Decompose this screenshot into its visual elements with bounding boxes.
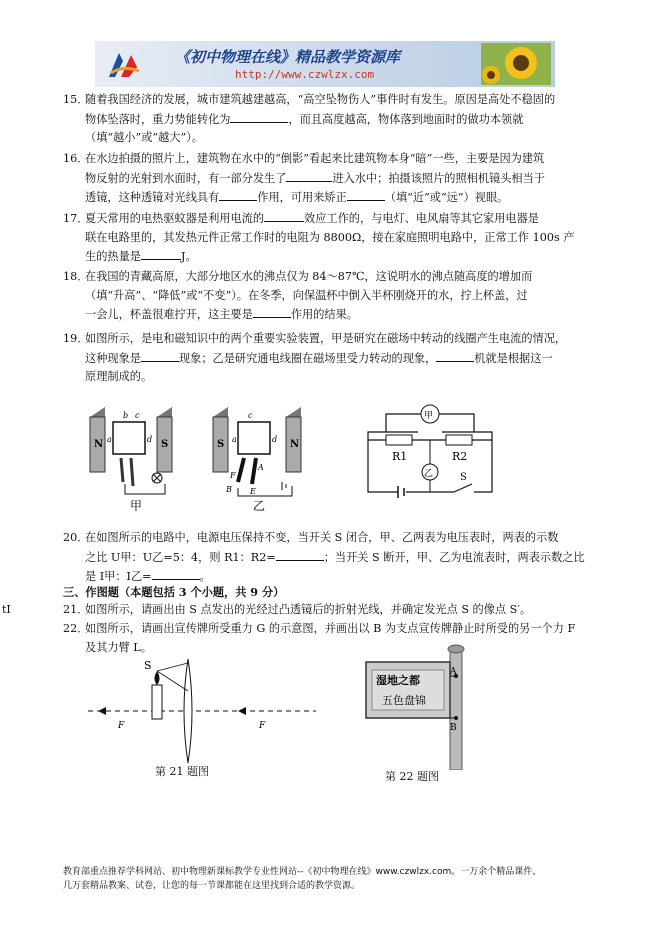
svg-text:d: d: [272, 435, 278, 444]
lens-diagram: [88, 655, 316, 765]
svg-text:F: F: [118, 721, 125, 731]
section-heading: 三、作图题（本题包括 3 个小题，共 9 分）: [63, 585, 285, 599]
svg-text:乙: 乙: [424, 469, 434, 479]
site-logo-icon: [105, 47, 143, 81]
figure-22-caption: 第 22 题图: [385, 770, 439, 783]
answer-blank[interactable]: [152, 567, 200, 580]
figure-label-jia: 甲: [130, 499, 143, 513]
answer-blank[interactable]: [141, 247, 181, 260]
svg-text:c: c: [248, 411, 253, 420]
answer-blank[interactable]: [230, 110, 288, 123]
svg-text:A: A: [258, 463, 264, 472]
banner-url[interactable]: http://www.czwlzx.com: [235, 68, 375, 81]
page-footer: 教育部重点推荐学科网站、初中物理新课标教学专业性网站--《初中物理在线》www.czwlzx.com。一万余个精品课件、 几万套精品教案、试卷，让您的每一节课都能在这里找到合适的教学资源。: [63, 867, 542, 891]
answer-blank[interactable]: [264, 209, 304, 222]
figure-label-yi: 乙: [253, 499, 266, 513]
motor-diagram: [208, 402, 318, 514]
answer-blank[interactable]: [253, 305, 291, 318]
answer-blank[interactable]: [276, 548, 324, 561]
generator-diagram: [85, 402, 190, 514]
svg-text:d: d: [147, 435, 153, 444]
signboard-diagram: [362, 640, 472, 770]
question-21: 21．如图所示，请画出由 S 点发出的光经过凸透镜后的折射光线，并确定发光点 S 的像点 S′。: [63, 603, 532, 616]
svg-text:S: S: [144, 659, 152, 672]
figure-21-caption: 第 21 题图: [155, 765, 209, 778]
svg-text:R2: R2: [452, 450, 468, 463]
banner-title: 《初中物理在线》精品教学资源库: [175, 48, 401, 66]
question-22: 22．如图所示，请画出宣传牌所受重力 G 的示意图，并画出以 B 为支点宣传牌静止时所受的另一个力 F 及其力臂 L。: [63, 622, 576, 654]
answer-blank[interactable]: [436, 349, 474, 362]
flame-icon: [155, 671, 160, 685]
candle: [152, 685, 162, 719]
answer-blank[interactable]: [286, 169, 332, 182]
sunflower-image: [481, 43, 551, 85]
svg-text:N: N: [290, 439, 300, 450]
question-16: 16．在水边拍摄的照片上，建筑物在水中的“倒影”看起来比建筑物本身“暗”一些，主要是因为建筑 物反射的光射到水面时，有一部分发生了 进入水中；拍摄该照片的照相机镜头相当于 透镜，这种透镜对光线具有 作用，可用来矫正 （填“近”或“远”）视眼。: [63, 152, 545, 204]
svg-text:a: a: [107, 435, 112, 444]
svg-text:B: B: [226, 485, 232, 494]
sign-line-2: 五色盘锦: [382, 694, 426, 707]
svg-text:F: F: [259, 721, 266, 731]
svg-text:F: F: [230, 471, 236, 480]
sign-line-1: 湿地之都: [376, 674, 420, 687]
answer-blank[interactable]: [219, 188, 257, 201]
resistor-r1: [386, 435, 412, 445]
convex-lens: [184, 659, 192, 763]
south-pole-label: S: [161, 439, 169, 450]
question-17: 17．夏天常用的电热驱蚊器是利用电流的 效应工作的，与电灯、电风扇等其它家用电器是 联在电路里的，其发热元件正常工作时的电阻为 8800Ω，接在家庭照明电路中，正常工作 100s 产 生的热量是 J。: [63, 209, 585, 267]
svg-text:a: a: [232, 435, 237, 444]
question-15: 15．随着我国经济的发展，城市建筑越建越高，“高空坠物伤人”事件时有发生。原因是高处不稳固的 物体坠落时，重力势能转化为 ，而且高度越高，物体落到地面时的做功本领就 （填“越小”或“越大”）。: [63, 93, 556, 144]
resistor-r2: [446, 435, 472, 445]
svg-text:S: S: [460, 472, 467, 483]
svg-text:甲: 甲: [424, 411, 434, 421]
svg-text:B: B: [450, 723, 457, 733]
margin-mark: tI: [2, 603, 11, 616]
header-banner: [95, 41, 555, 87]
svg-text:R1: R1: [392, 450, 408, 463]
svg-text:c: c: [135, 411, 140, 420]
question-number: 15．: [63, 93, 89, 106]
circuit-diagram: [360, 402, 500, 500]
svg-text:E: E: [250, 487, 256, 496]
answer-blank[interactable]: [347, 188, 385, 201]
svg-text:A: A: [450, 667, 457, 677]
question-20: 20．在如图所示的电路中，电源电压保持不变，当开关 S 闭合，甲、乙两表为电压表时，两表的示数 之比 U甲：U乙=5：4，则 R1：R2= ；当开关 S 断开，甲、乙为电流表时，两表示数之比 是 I甲：I乙= 。: [63, 531, 585, 583]
question-18: 18．在我国的青藏高原，大部分地区水的沸点仅为 84～87℃，这说明水的沸点随高度的增加而 （填“升高”、“降低”或“不变”）。在冬季，向保温杯中倒入半杯刚烧开的水，拧上杯盖，过 一会儿，杯盖很难拧开，这主要是 作用的结果。: [63, 270, 533, 321]
answer-blank[interactable]: [141, 349, 179, 362]
svg-text:b: b: [123, 411, 129, 420]
svg-text:S: S: [217, 439, 225, 450]
north-pole-label: N: [94, 439, 104, 450]
question-19: 19．如图所示，是电和磁知识中的两个重要实验装置，甲是研究在磁场中转动的线圈产生电流的情况， 这种现象是 现象；乙是研究通电线圈在磁场里受力转动的现象， 机就是根据这一 原理制成的。: [63, 332, 567, 383]
